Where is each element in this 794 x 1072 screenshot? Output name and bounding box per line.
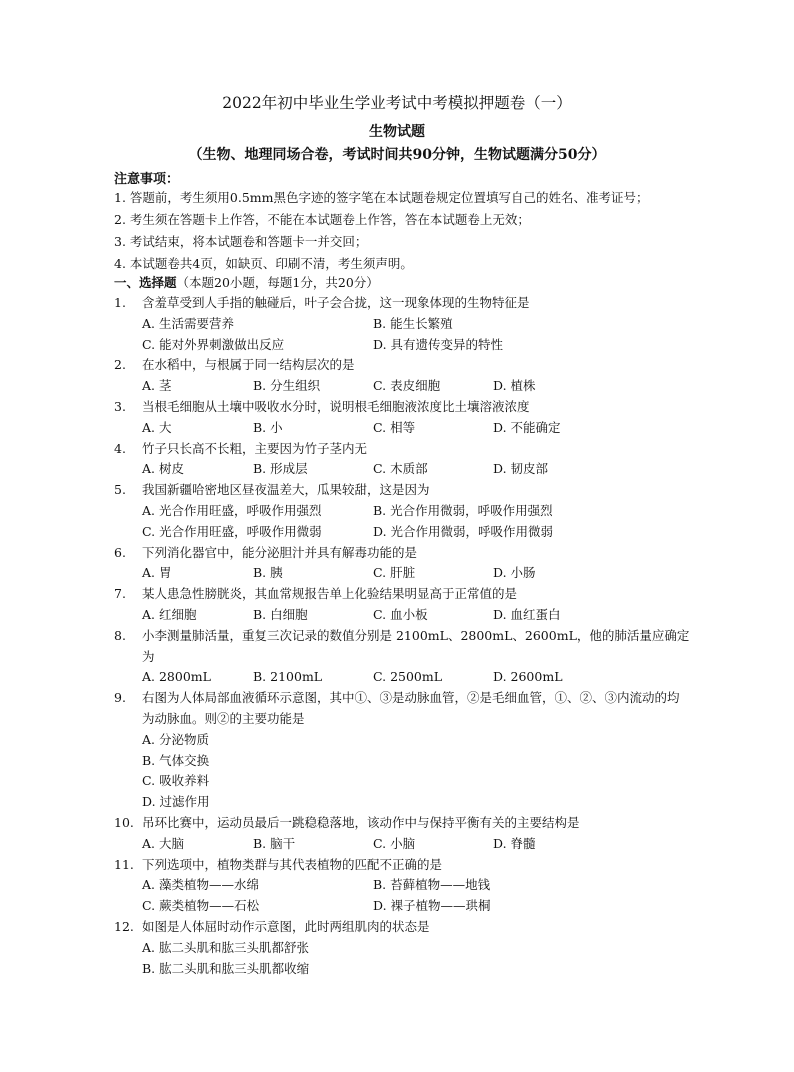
option: A. 胃 bbox=[142, 565, 172, 581]
option: D. 不能确定 bbox=[493, 419, 561, 435]
option: C. 相等 bbox=[373, 419, 416, 435]
option: C. 小脑 bbox=[373, 835, 416, 851]
question-number: 10. bbox=[114, 814, 134, 830]
option: D. 血红蛋白 bbox=[493, 606, 561, 622]
exam-subtitle: （生物、地理同场合卷，考试时间共90分钟，生物试题满分50分） bbox=[188, 147, 606, 163]
question-number: 5. bbox=[114, 482, 126, 498]
notice-item: 4. 本试题卷共4页，如缺页、印刷不清，考生须声明。 bbox=[114, 256, 413, 271]
question-list bbox=[114, 293, 794, 979]
question-number: 4. bbox=[114, 440, 126, 456]
option: A. 肱二头肌和肱三头肌都舒张 bbox=[142, 939, 309, 955]
option: D. 小肠 bbox=[493, 565, 536, 581]
option: C. 2500mL bbox=[373, 669, 443, 685]
option: B. 形成层 bbox=[253, 461, 308, 477]
option: A. 分泌物质 bbox=[142, 731, 209, 747]
question-text-continued: 为动脉血。则②的主要功能是 bbox=[142, 710, 305, 726]
notice-heading: 注意事项： bbox=[114, 172, 180, 187]
question-text-continued: 为 bbox=[142, 648, 155, 664]
question-number: 3. bbox=[114, 398, 126, 414]
option: B. 胰 bbox=[253, 565, 283, 581]
option: B. 2100mL bbox=[253, 669, 323, 685]
option: B. 光合作用微弱，呼吸作用强烈 bbox=[373, 502, 553, 518]
notice-list bbox=[114, 187, 794, 275]
question-number: 1. bbox=[114, 295, 126, 310]
option: B. 肱二头肌和肱三头肌都收缩 bbox=[142, 960, 310, 976]
option: D. 过滤作用 bbox=[142, 794, 210, 810]
question-number: 11. bbox=[114, 856, 134, 872]
question-text: 如图是人体屈时动作示意图，此时两组肌肉的状态是 bbox=[142, 918, 430, 934]
option: A. 生活需要营养 bbox=[142, 315, 234, 331]
question-text: 吊环比赛中，运动员最后一跳稳稳落地，该动作中与保持平衡有关的主要结构是 bbox=[142, 814, 580, 830]
option: A. 红细胞 bbox=[142, 606, 197, 622]
subject-title: 生物试题 bbox=[369, 124, 425, 140]
question-number: 6. bbox=[114, 544, 126, 560]
option: D. 具有遗传变异的特性 bbox=[373, 336, 504, 352]
option: D. 韧皮部 bbox=[493, 461, 549, 477]
option: B. 脑干 bbox=[253, 835, 296, 851]
option: B. 白细胞 bbox=[253, 606, 308, 622]
option: C. 木质部 bbox=[373, 461, 428, 477]
option: B. 苔藓植物——地钱 bbox=[373, 877, 491, 893]
section-heading bbox=[114, 273, 379, 291]
option: B. 小 bbox=[253, 419, 283, 435]
option: C. 能对外界刺激做出反应 bbox=[142, 336, 285, 352]
question-text: 在水稻中，与根属于同一结构层次的是 bbox=[142, 357, 355, 373]
option: A. 大 bbox=[142, 419, 172, 435]
option: C. 吸收养料 bbox=[142, 773, 210, 789]
option: C. 蕨类植物——石松 bbox=[142, 898, 260, 914]
question-number: 9. bbox=[114, 690, 126, 706]
question-text: 下列选项中，植物类群与其代表植物的匹配不正确的是 bbox=[142, 856, 443, 872]
question-text: 小李测量肺活量，重复三次记录的数值分别是 2100mL、2800mL、2600mL，他的肺活量应确定 bbox=[142, 627, 690, 643]
question-number: 8. bbox=[114, 627, 126, 643]
option: D. 植株 bbox=[493, 378, 536, 394]
option: D. 裸子植物——珙桐 bbox=[373, 898, 491, 914]
option: C. 血小板 bbox=[373, 606, 428, 622]
question-text: 某人患急性膀胱炎，其血常规报告单上化验结果明显高于正常值的是 bbox=[142, 586, 518, 602]
option: D. 脊髓 bbox=[493, 835, 536, 851]
question-text: 竹子只长高不长粗，主要因为竹子茎内无 bbox=[142, 440, 368, 456]
question-number: 2. bbox=[114, 357, 126, 373]
question-number: 12. bbox=[114, 918, 134, 934]
option: A. 藻类植物——水绵 bbox=[142, 877, 259, 893]
option: A. 2800mL bbox=[142, 669, 211, 685]
option: D. 2600mL bbox=[493, 669, 563, 685]
question-text: 下列消化器官中，能分泌胆汁并具有解毒功能的是 bbox=[142, 544, 418, 560]
option: C. 光合作用旺盛，呼吸作用微弱 bbox=[142, 523, 322, 539]
section-info: （本题20小题，每题1分，共20分） bbox=[176, 275, 379, 290]
option: A. 光合作用旺盛，呼吸作用强烈 bbox=[142, 502, 322, 518]
option: C. 肝脏 bbox=[373, 565, 416, 581]
question-number: 7. bbox=[114, 586, 126, 602]
option: C. 表皮细胞 bbox=[373, 378, 441, 394]
notice-item: 2. 考生须在答题卡上作答，不能在本试题卷上作答，答在本试题卷上无效； bbox=[114, 212, 530, 227]
question-text: 我国新疆哈密地区昼夜温差大，瓜果较甜，这是因为 bbox=[142, 482, 430, 498]
question-text: 右图为人体局部血液循环示意图，其中①、③是动脉血管，②是毛细血管，①、②、③内流动的均 bbox=[142, 690, 680, 706]
question-text: 当根毛细胞从土壤中吸收水分时，说明根毛细胞液浓度比土壤溶液浓度 bbox=[142, 398, 530, 414]
exam-title: 2022年初中毕业生学业考试中考模拟押题卷（一） bbox=[222, 94, 572, 112]
option: B. 能生长繁殖 bbox=[373, 315, 453, 331]
option: B. 气体交换 bbox=[142, 752, 210, 768]
option: A. 大脑 bbox=[142, 835, 184, 851]
option: A. 茎 bbox=[142, 378, 172, 394]
notice-item: 1. 答题前，考生须用0.5mm黑色字迹的签字笔在本试题卷规定位置填写自己的姓名、准考证号； bbox=[114, 190, 649, 205]
question-text: 含羞草受到人手指的触碰后，叶子会合拢，这一现象体现的生物特征是 bbox=[142, 295, 530, 310]
option: D. 光合作用微弱，呼吸作用微弱 bbox=[373, 523, 554, 539]
option: B. 分生组织 bbox=[253, 378, 321, 394]
section-label: 一、选择题 bbox=[114, 275, 177, 290]
notice-item: 3. 考试结束，将本试题卷和答题卡一并交回； bbox=[114, 234, 368, 249]
option: A. 树皮 bbox=[142, 461, 184, 477]
